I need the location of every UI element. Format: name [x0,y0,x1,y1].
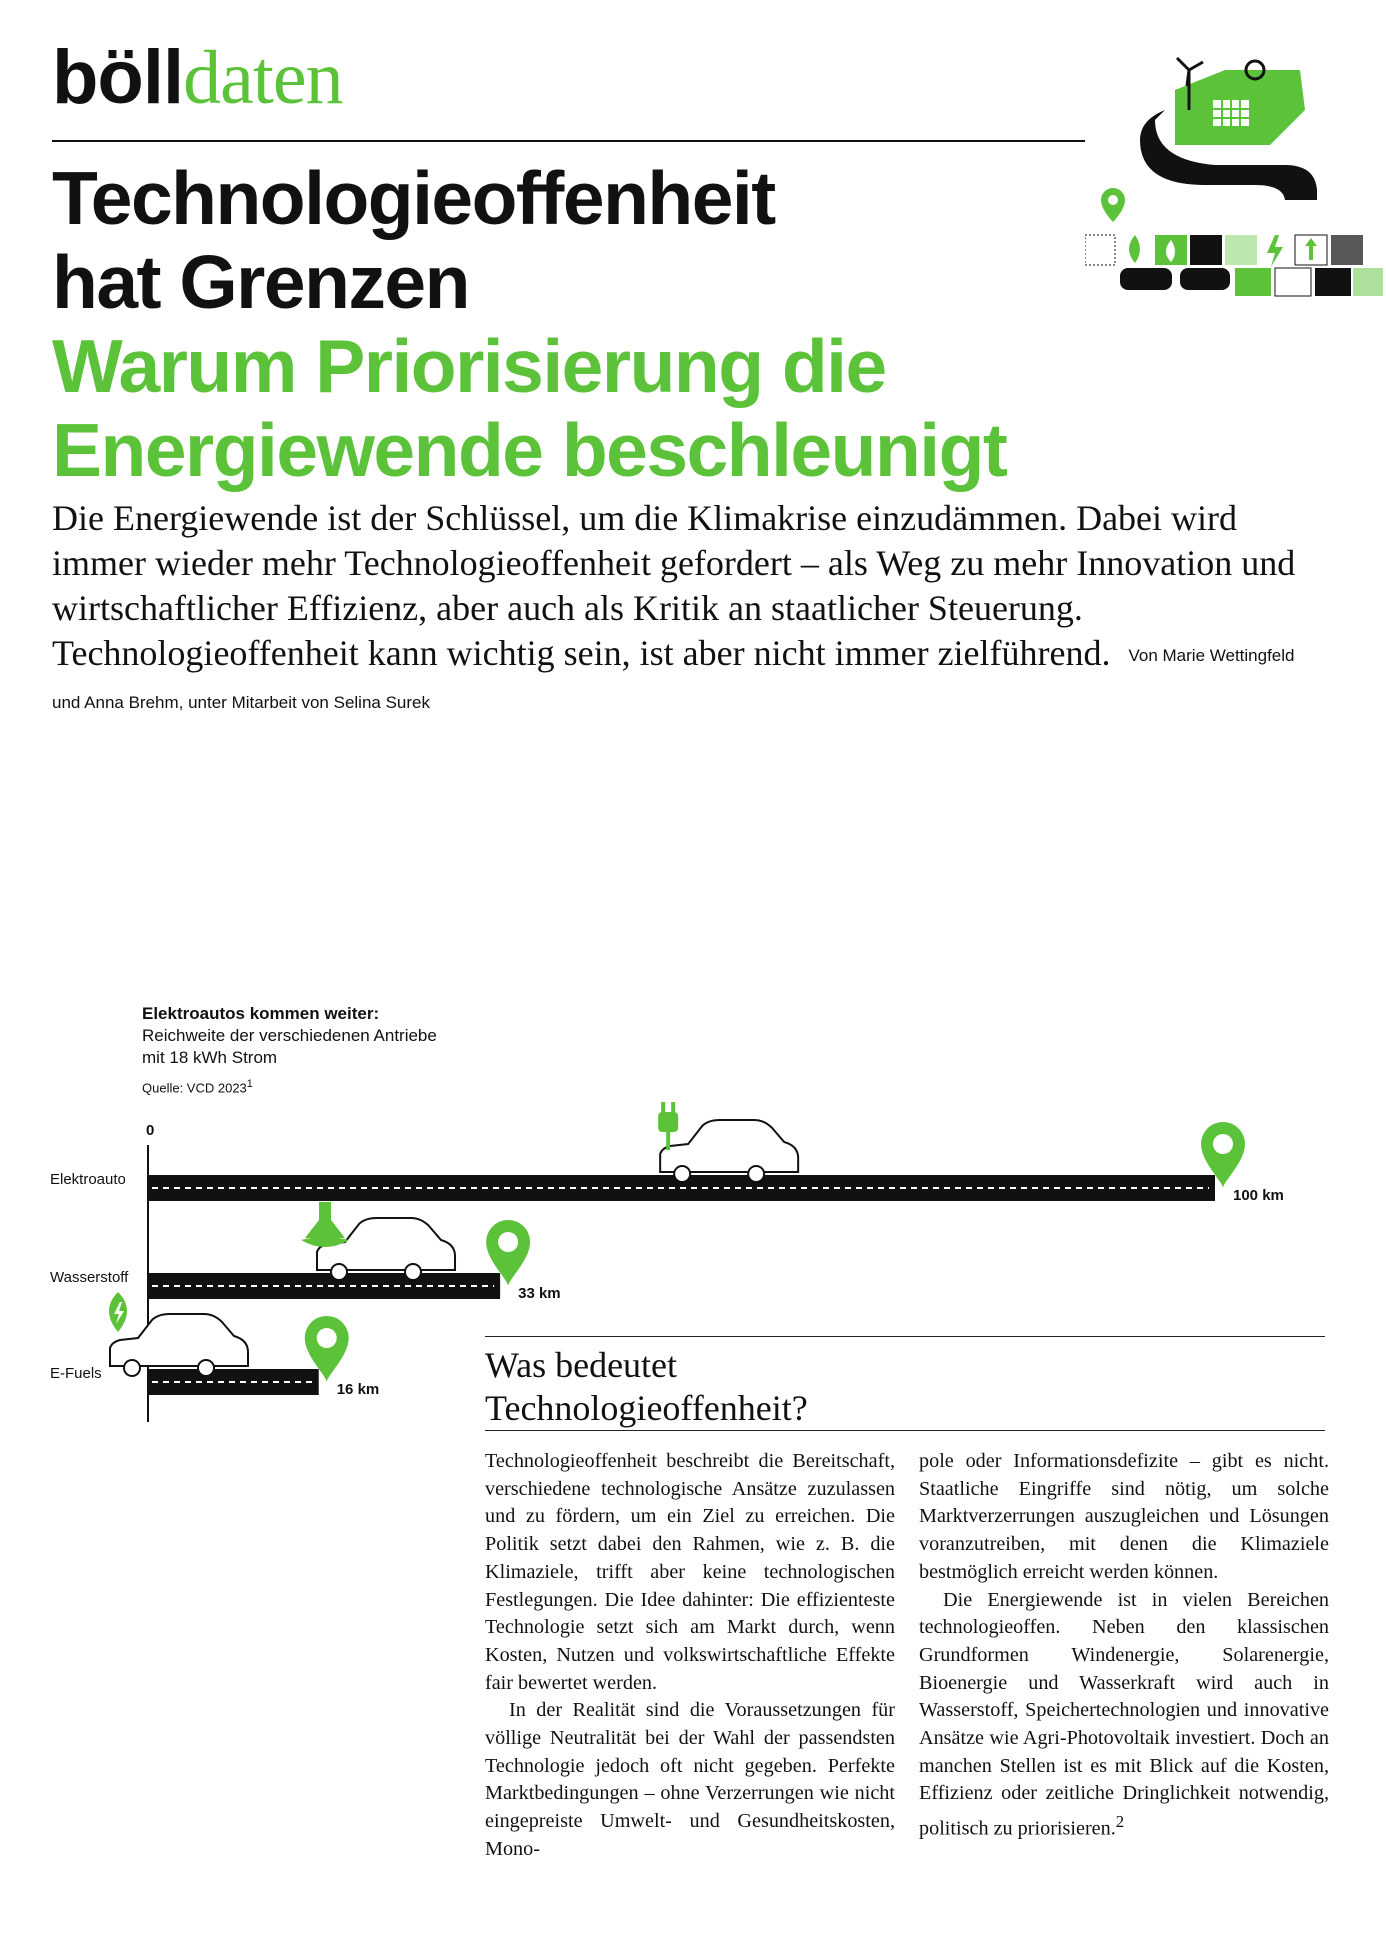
chart-subtitle-1: Reichweite der verschiedenen Antriebe [142,1026,437,1045]
car-icon [660,1120,798,1172]
car-wheel [198,1360,214,1376]
article-heading-rule [485,1430,1325,1431]
chart-subtitle-2: mit 18 kWh Strom [142,1048,278,1067]
article-paragraph: pole oder Informationsdefizite – gibt es nicht. Staatliche Eingriffe sind nötig, um solche Marktverzerrungen auszugleichen und Lösungen voranzutreiben, mit denen die Klimaziele bestmöglich erreicht werden können. [919,1450,1329,1583]
article-paragraph [919,1587,1329,1844]
headline-line-1: Technologieoffenheit [52,156,775,240]
chart-source [142,1073,437,1099]
brand-bold: böll [52,35,184,120]
category-label: Wasserstoff [50,1269,129,1286]
article-top-rule [485,1336,1325,1337]
plug-icon [658,1112,678,1132]
plug-prong [661,1102,665,1112]
category-label: Elektroauto [50,1171,126,1188]
headline-line-2: hat Grenzen [52,240,469,324]
subheadline-line-2: Energiewende beschleunigt [52,408,1007,492]
location-pin-hole [498,1232,518,1252]
energy-collage-icon [1085,50,1385,300]
subheadline-line-1: Warum Priorisierung die [52,324,886,408]
location-pin-hole [317,1328,337,1348]
chart-caption [142,1003,437,1099]
plug-cable [666,1132,670,1150]
lead-paragraph [52,496,1322,725]
car-wheel [405,1264,421,1280]
subheadline [52,324,1006,492]
plug-prong [671,1102,675,1112]
article-column-1 [485,1448,895,1864]
car-wheel [674,1166,690,1182]
location-pin-hole [1213,1134,1233,1154]
car-wheel [748,1166,764,1182]
car-icon [110,1314,248,1366]
article-paragraph: Technologieoffenheit beschreibt die Bereitschaft, verschiedene technologische Ansätze zuzulassen und zu fördern, um ein Ziel zu erreichen. Die Politik setzt dabei den Rahmen, wie z. B. die Klimaziele, trifft aber keine technologischen Festlegungen. Die Idee dahinter: Die effizienteste Technologie setzt sich am Markt durch, wenn Kosten, Nutzen und volkswirtschaftliche Effekte fair bewertet werden. [485,1450,895,1694]
category-label: E-Fuels [50,1365,102,1382]
article-paragraph-text: Die Energiewende ist in vielen Bereichen technologieoffen. Neben den klassischen Grundformen Windenergie, Solarenergie, Bioenergie und Wasserkraft wird auch in Wasserstoff, Speichertechnologien und innovative Ansätze wie Agri-Photovoltaik investiert. Doch an manchen Stellen ist es mit Blick auf die Kosten, Effizienz oder zeitliche Dringlichkeit notwendig, politisch zu priorisieren. [919,1588,1329,1840]
header-divider [52,140,1085,142]
article-heading-line-2: Technologieoffenheit? [485,1388,808,1428]
lead-text: Die Energiewende ist der Schlüssel, um die Klimakrise einzudämmen. Dabei wird immer wieder mehr Technologieoffenheit gefordert – als Weg zu mehr Innovation und wirtschaftlicher Effizienz, aber auch als Kritik an staatlicher Steuerung. Technologieoffenheit kann wichtig sein, ist aber nicht immer zielführend. [52,498,1296,673]
hydrogen-pump-icon [305,1202,345,1238]
article-heading-line-1: Was bedeutet [485,1345,678,1385]
chart-source-text: Quelle: VCD 2023 [142,1080,247,1096]
byline: Von Marie Wettingfeld und Anna Brehm, unter Mitarbeit von Selina Surek [52,646,1295,712]
axis-zero-label: 0 [146,1122,155,1139]
article-column-2 [919,1448,1329,1844]
value-label: 16 km [336,1381,380,1398]
article-paragraph: In der Realität sind die Voraussetzungen für völlige Neutralität bei der Wahl der passendsten Technologie jedoch oft nicht gegeben. Perfekte Marktbedingungen – ohne Verzerrungen wie nicht eingepreiste Umwelt- und Gesundheitskosten, Mono- [485,1699,895,1860]
article-heading [485,1344,808,1430]
car-wheel [331,1264,347,1280]
headline [52,156,775,324]
chart-title: Elektroautos kommen weiter: [142,1004,380,1023]
chart-source-note: 1 [246,1078,253,1090]
car-wheel [124,1360,140,1376]
footnote-marker: 2 [1115,1812,1125,1832]
value-label: 100 km [1233,1187,1284,1204]
brand-logo [52,35,343,120]
brand-light: daten [183,36,343,120]
value-label: 33 km [518,1285,561,1302]
